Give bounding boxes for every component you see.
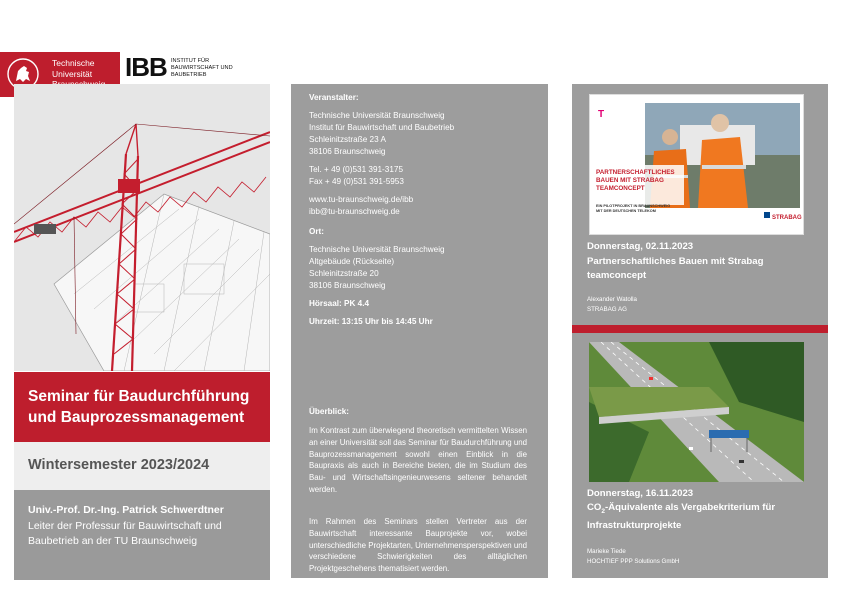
professor-box — [14, 490, 270, 580]
event-2-date: Donnerstag, 16.11.2023 — [587, 488, 694, 499]
event-1-title: Partnerschaftliches Bauen mit Strabag teamconcept — [587, 256, 764, 281]
ibb-logo-text: INSTITUT FÜR BAUWIRTSCHAFT UND BAUBETRIEB — [171, 58, 233, 78]
contact-phone: Tel. + 49 (0)531 391-3175 Fax + 49 (0)531 391-5953 — [309, 165, 404, 186]
ibb-logo: IBB — [125, 52, 167, 82]
strabag-brand: STRABAG — [772, 215, 802, 221]
lecture-room: Hörsaal: PK 4.4 — [309, 299, 370, 308]
website-link[interactable]: www.tu-braunschweig.de/ibb — [309, 195, 414, 204]
overview-paragraph-2: Im Rahmen des Seminars stellen Vertreter aus der Bauwirtschaft interessante Bauprojekte vor, wobei unterschiedliche Projektarten, Unternehmensperspektiven und verschiedene Schwierigkeiten des alltäglichen Projektgeschehens thematisiert werden. — [309, 517, 527, 574]
telekom-logo: T — [598, 109, 605, 120]
event-2-title: $CO_2$-Äquivalente als Vergabekriterium für Infrastrukturprojekte — [587, 502, 776, 531]
info-panel — [291, 84, 548, 578]
highway-photo — [589, 342, 804, 482]
lecture-time: Uhrzeit: 13:15 Uhr bis 14:45 Uhr — [309, 317, 433, 326]
overview-paragraph-1: Im Kontrast zum überwiegend theoretisch vermittelten Wissen an einer Universität soll das Seminar für Baudurchführung und Bauprozessmanagement sowohl einen Einblick in die Baupraxis als auch in Bereiche bieten, die im Studium des Bau- und Wirtschaftsingenieurwesens seltener behandelt werden. — [309, 426, 527, 494]
svg-text:PARTNERSCHAFTLICHES: PARTNERSCHAFTLICHES — [596, 169, 675, 176]
semester-box — [14, 442, 270, 490]
professor-name: Univ.-Prof. Dr.-Ing. Patrick Schwerdtner — [28, 504, 224, 516]
contact-web — [309, 194, 413, 218]
email-link[interactable]: ibb@tu-braunschweig.de — [309, 207, 400, 216]
crane-hero-image — [14, 84, 270, 371]
event-1-date: Donnerstag, 02.11.2023 — [587, 241, 694, 252]
seminar-title: Seminar für Baudurchführung und Bauprozessmanagement — [28, 388, 250, 426]
svg-text:MIT DER DEUTSCHEN TELEKOM: MIT DER DEUTSCHEN TELEKOM — [596, 209, 656, 213]
svg-text:BAUEN MIT STRABAG: BAUEN MIT STRABAG — [596, 177, 664, 184]
event-1-speaker: Alexander Watolla STRABAG AG — [587, 296, 637, 313]
strabag-photo — [590, 95, 804, 235]
organizer-address: Technische Universität Braunschweig Institut für Bauwirtschaft und Baubetrieb Schleinitzstraße 23 A 38106 Braunschweig — [309, 111, 455, 156]
location-heading: Ort: — [309, 227, 325, 236]
svg-text:EIN PILOTPROJEKT IN BRAUNSCHWE: EIN PILOTPROJEKT IN BRAUNSCHWEIG — [596, 204, 671, 208]
event-2-speaker: Marieke Tiede HOCHTIEF PPP Solutions GmbH — [587, 548, 680, 565]
strabag-event-image — [589, 94, 804, 235]
tu-name: Technische Universität — [52, 58, 95, 79]
crane-illustration — [14, 84, 270, 371]
svg-text:TEAMCONCEPT: TEAMCONCEPT — [596, 185, 645, 192]
overview-heading: Überblick: — [309, 407, 350, 416]
highway-event-image — [589, 342, 804, 482]
red-divider — [572, 325, 828, 333]
location-address: Technische Universität Braunschweig Altgebäude (Rückseite) Schleinitzstraße 20 38106 Braunschweig — [309, 245, 445, 290]
seminar-title-box — [14, 372, 270, 442]
professor-role: Leiter der Professur für Bauwirtschaft und Baubetrieb an der TU Braunschweig — [28, 520, 222, 547]
organizer-heading: Veranstalter: — [309, 93, 359, 102]
semester-label: Wintersemester 2023/2024 — [28, 457, 210, 473]
